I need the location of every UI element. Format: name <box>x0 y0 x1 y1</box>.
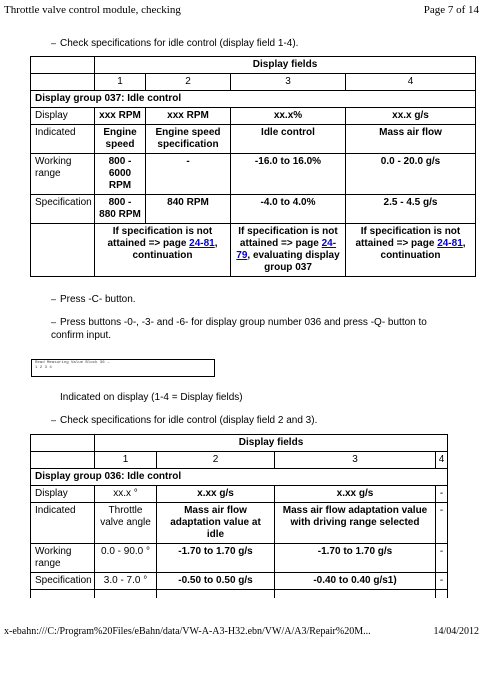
table-cell: Mass air flow adaptation value with driving range selected <box>275 503 436 544</box>
column-number: 3 <box>231 74 346 91</box>
table-row <box>31 486 448 503</box>
not-attained-cell <box>346 224 476 277</box>
table-corner-cell <box>31 452 95 469</box>
not-attained-cell <box>231 224 346 277</box>
table-cell: 0.0 - 20.0 g/s <box>346 154 476 195</box>
step-text: Press buttons -0-, -3- and -6- for display group number 036 and press -Q- button to confirm input. <box>51 317 427 341</box>
row-label: Working range <box>31 544 95 573</box>
table-row <box>31 154 476 195</box>
dash-bullet-icon: – <box>51 415 57 425</box>
table-cell: -1.70 to 1.70 g/s <box>275 544 436 573</box>
table-cell: 0.0 - 90.0 ° <box>95 544 157 573</box>
table-cell: - <box>146 154 231 195</box>
table-row <box>31 224 476 277</box>
table-corner-cell <box>31 435 95 452</box>
table-cell: xxx RPM <box>146 108 231 125</box>
group-row <box>31 91 476 108</box>
not-attained-text: , continuation <box>132 238 218 261</box>
table-columns-row <box>31 74 476 91</box>
column-number: 2 <box>146 74 231 91</box>
table-display-group-037 <box>30 56 476 277</box>
table-cell: -4.0 to 4.0% <box>231 195 346 224</box>
empty-cell <box>31 590 95 599</box>
dash-bullet-icon: – <box>51 317 57 327</box>
empty-cell <box>436 590 448 599</box>
row-label: Working range <box>31 154 95 195</box>
empty-label-cell <box>31 224 95 277</box>
table-cell: 840 RPM <box>146 195 231 224</box>
page-link-24-79[interactable]: 24-79 <box>236 238 337 261</box>
empty-cell <box>95 590 157 599</box>
step-text: Check specifications for idle control (display field 1-4). <box>60 38 299 49</box>
readout-line: 1 2 3 4 <box>35 366 52 370</box>
not-attained-text: , evaluating display group 037 <box>247 250 340 273</box>
row-label: Specification <box>31 573 95 590</box>
table-cell: xx.x ° <box>95 486 157 503</box>
readout-line: Read Measuring Value Block 36 → <box>35 361 110 365</box>
table-cell: 2.5 - 4.5 g/s <box>346 195 476 224</box>
table-row-partial <box>31 590 448 599</box>
not-attained-text: If specification is not attained => page <box>355 226 461 249</box>
table-cell: - <box>436 573 448 590</box>
table-cell: -0.50 to 0.50 g/s <box>157 573 275 590</box>
dash-bullet-icon: – <box>51 294 57 304</box>
table-display-group-036 <box>30 434 448 598</box>
table-cell: - <box>436 503 448 544</box>
table-cell: Idle control <box>231 125 346 154</box>
step-enter-group-036 <box>51 316 451 342</box>
table-row <box>31 108 476 125</box>
table-cell: 800 - 6000 RPM <box>95 154 146 195</box>
row-label: Indicated <box>31 503 95 544</box>
table-cell: Engine speed specification <box>146 125 231 154</box>
table-cell: - <box>436 544 448 573</box>
display-fields-header: Display fields <box>95 57 476 74</box>
page-link-24-81[interactable]: 24-81 <box>437 238 463 249</box>
table-row <box>31 125 476 154</box>
display-readout-box <box>31 359 215 377</box>
table-cell: Engine speed <box>95 125 146 154</box>
page-link-24-81[interactable]: 24-81 <box>189 238 215 249</box>
column-number: 4 <box>346 74 476 91</box>
table-cell: -0.40 to 0.40 g/s1) <box>275 573 436 590</box>
table-cell: x.xx g/s <box>275 486 436 503</box>
not-attained-cell <box>95 224 231 277</box>
table-row <box>31 544 448 573</box>
table-corner-cell <box>31 74 95 91</box>
table-cell: - <box>436 486 448 503</box>
column-number: 3 <box>275 452 436 469</box>
column-number: 1 <box>95 452 157 469</box>
step-check-idle-2-3 <box>51 414 317 427</box>
group-row <box>31 469 448 486</box>
display-fields-header: Display fields <box>95 435 448 452</box>
not-attained-text: If specification is not attained => page <box>107 226 213 249</box>
step-text: Press -C- button. <box>60 294 136 305</box>
table-cell: Mass air flow <box>346 125 476 154</box>
table-cell: x.xx g/s <box>157 486 275 503</box>
column-number: 2 <box>157 452 275 469</box>
step-press-c <box>51 293 136 306</box>
table-cell: 800 - 880 RPM <box>95 195 146 224</box>
display-group-title: Display group 036: Idle control <box>31 469 448 486</box>
table-cell: Mass air flow adaptation value at idle <box>157 503 275 544</box>
table-cell: -16.0 to 16.0% <box>231 154 346 195</box>
footer-date: 14/04/2012 <box>433 626 479 637</box>
table-row <box>31 503 448 544</box>
dash-bullet-icon: – <box>51 38 57 48</box>
row-label: Display <box>31 486 95 503</box>
table-cell: xxx RPM <box>95 108 146 125</box>
table-header-row <box>31 57 476 74</box>
column-number: 1 <box>95 74 146 91</box>
table-header-row <box>31 435 448 452</box>
table-cell: -1.70 to 1.70 g/s <box>157 544 275 573</box>
indicated-note: Indicated on display (1-4 = Display fields) <box>60 392 243 403</box>
document-title: Throttle valve control module, checking <box>4 4 181 16</box>
display-group-title: Display group 037: Idle control <box>31 91 476 108</box>
table-columns-row <box>31 452 448 469</box>
table-row <box>31 573 448 590</box>
empty-cell <box>275 590 436 599</box>
empty-cell <box>157 590 275 599</box>
table-corner-cell <box>31 57 95 74</box>
table-row <box>31 195 476 224</box>
page-number: Page 7 of 14 <box>423 4 479 16</box>
step-text: Check specifications for idle control (display field 2 and 3). <box>60 415 318 426</box>
step-check-idle-1-4 <box>51 37 298 50</box>
row-label: Specification <box>31 195 95 224</box>
table-cell: Throttle valve angle <box>95 503 157 544</box>
table-cell: 3.0 - 7.0 ° <box>95 573 157 590</box>
column-number: 4 <box>436 452 448 469</box>
row-label: Indicated <box>31 125 95 154</box>
footer-url: x-ebahn:///C:/Program%20Files/eBahn/data/VW-A-A3-H32.ebn/VW/A/A3/Repair%20M... <box>4 626 371 637</box>
table-cell: xx.x g/s <box>346 108 476 125</box>
not-attained-text: , continuation <box>380 238 466 261</box>
not-attained-text: If specification is not attained => page <box>238 226 338 249</box>
table-cell: xx.x% <box>231 108 346 125</box>
row-label: Display <box>31 108 95 125</box>
